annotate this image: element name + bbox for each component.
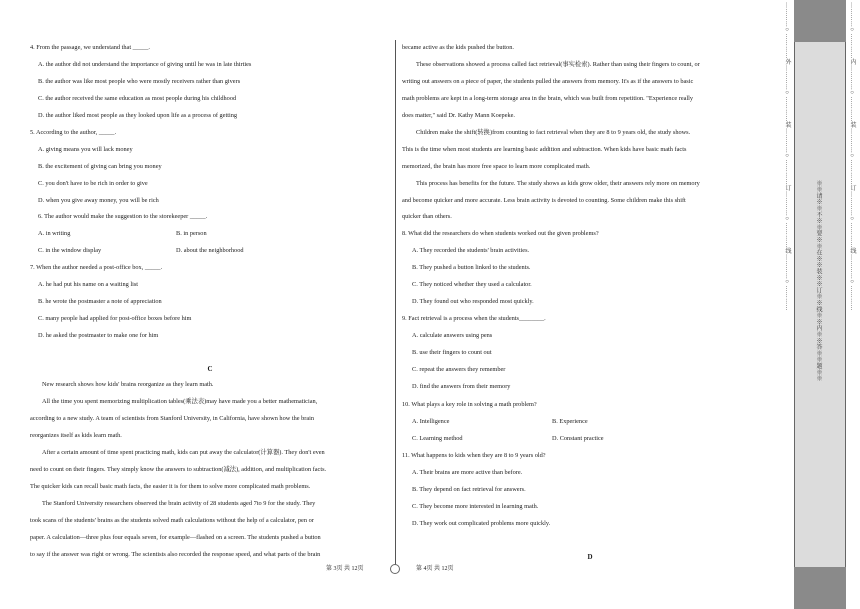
question-line-2: B. They pushed a button linked to the students. bbox=[412, 264, 531, 271]
left-line-1: A. the author did not understand the importance of giving until he was in late thirties bbox=[38, 61, 252, 68]
left-line-16: C. many people had applied for post-office boxes before him bbox=[38, 315, 192, 322]
column-divider bbox=[395, 40, 396, 565]
passage-c-cont-line-8: This process has benefits for the future. The study shows as kids grow older, their answers rely more on memory bbox=[416, 180, 700, 187]
right-column bbox=[402, 0, 777, 609]
passage-c-cont-line-10: quicker than others. bbox=[402, 213, 452, 220]
left-line-0: 4. From the passage, we understand that _____. bbox=[30, 44, 150, 51]
passage-c-cont-line-6: This is the time when most students are learning basic addition and subtraction. When kids have basic math facts bbox=[402, 146, 687, 153]
question-line-14: A. Their brains are more active than before. bbox=[412, 469, 523, 476]
passage-c-cont-line-0: became active as the kids pushed the button. bbox=[402, 44, 514, 51]
question-line-9: D. find the answers from their memory bbox=[412, 383, 511, 390]
question-line-1: A. They recorded the students' brain activities. bbox=[412, 247, 530, 254]
passage-c-cont-line-1: These observations showed a process called fact retrieval(事实检索). Rather than using their fingers to count, or bbox=[416, 61, 700, 68]
passage-c-line-9: paper. A calculation—three plus four equals seven, for example—flashed on a screen. The students pushed a button bbox=[30, 534, 321, 541]
passage-c-line-7: The Stanford University researchers observed the brain activity of 28 students aged 7to 9 for the study. They bbox=[42, 500, 316, 507]
binding-outer-text: …………○…………外…………○…………装…………○…………订…………○…………线…………○………… bbox=[784, 2, 790, 311]
passage-c-line-5: need to count on their fingers. They simply know the answers to subtraction(减法), addition, and multiplication facts. bbox=[30, 466, 327, 473]
left-line-8: C. you don't have to be rich in order to give bbox=[38, 180, 148, 187]
left-line-12: C. in the window display bbox=[38, 247, 102, 254]
question-line-8: C. repeat the answers they remember bbox=[412, 366, 506, 373]
question-line-3: C. They noticed whether they used a calculator. bbox=[412, 281, 532, 288]
passage-c-line-8: took scans of the students' brains as the students solved math calculations without the help of a calculator, pen or bbox=[30, 517, 314, 524]
page-footer-left: 第 3页 共 12页 bbox=[326, 566, 364, 572]
question-line-7: B. use their fingers to count out bbox=[412, 349, 492, 356]
passage-c-line-0: New research shows how kids' brains reorganize as they learn math. bbox=[42, 381, 214, 388]
passage-c-line-2: according to a new study. A team of scientists from Stanford University, in California, have shown how the brain bbox=[30, 415, 315, 422]
left-line-15: B. he wrote the postmaster a note of appreciation bbox=[38, 298, 162, 305]
passage-c-cont-line-4: does matter," said Dr. Kathy Mann Koepeke. bbox=[402, 112, 516, 119]
section-heading-d: D bbox=[587, 553, 593, 561]
q6-option-d: D. about the neighborhood bbox=[176, 247, 244, 254]
binding-warning-text: ※※请※※不※※要※※在※※装※※订※※线※※内※※答※※题※※ bbox=[815, 180, 821, 382]
left-line-5: 5. According to the author, _____. bbox=[30, 129, 117, 136]
left-line-6: A. giving means you will lack money bbox=[38, 146, 133, 153]
question-line-17: D. They work out complicated problems more quickly. bbox=[412, 520, 551, 527]
left-line-9: D. when you give away money, you will be rich bbox=[38, 197, 159, 204]
divider-circle bbox=[390, 564, 400, 574]
passage-c-cont-line-7: memorized, the brain has more free space to learn more complicated math. bbox=[402, 163, 591, 170]
left-line-14: A. he had put his name on a waiting list bbox=[38, 281, 139, 288]
section-heading-c: C bbox=[207, 365, 213, 373]
binding-top-block bbox=[794, 0, 846, 42]
question-line-4: D. They found out who responded most quickly. bbox=[412, 298, 534, 305]
q10-option-b: B. Experience bbox=[552, 418, 588, 425]
left-line-17: D. he asked the postmaster to make one for him bbox=[38, 332, 159, 339]
question-line-5: 9. Fact retrieval is a process when the students________. bbox=[402, 315, 546, 322]
question-line-10: 10. What plays a key role in solving a math problem? bbox=[402, 401, 537, 408]
question-line-15: B. They depend on fact retrieval for answers. bbox=[412, 486, 526, 493]
passage-c-cont-line-5: Children make the shift(转换)from counting to fact retrieval when they are 8 to 9 years old, the study shows. bbox=[416, 129, 691, 136]
left-line-7: B. the excitement of giving can bring you money bbox=[38, 163, 162, 170]
binding-strip bbox=[780, 0, 860, 609]
left-line-3: C. the author received the same education as most people during his childhood bbox=[38, 95, 237, 102]
binding-inner-text: …………○…………内…………○…………装…………○…………订…………○…………线…………○………… bbox=[849, 2, 855, 311]
left-line-10: 6. The author would make the suggestion to the storekeeper _____. bbox=[38, 213, 208, 220]
left-line-4: D. the author liked most people as they looked upon life as a process of getting bbox=[38, 112, 238, 119]
question-line-6: A. calculate answers using pens bbox=[412, 332, 493, 339]
passage-c-line-1: All the time you spent memorizing multiplication tables(乘法表)may have made you a better mathematician, bbox=[42, 398, 318, 405]
passage-c-line-4: After a certain amount of time spent practicing math, kids can put away the calculator(计算器). They don't even bbox=[42, 449, 325, 456]
question-line-16: C. They become more interested in learning math. bbox=[412, 503, 539, 510]
question-line-0: 8. What did the researchers do when students worked out the given problems? bbox=[402, 230, 599, 237]
left-column bbox=[30, 0, 390, 609]
passage-c-cont-line-2: writing out answers on a piece of paper, the students pulled the answers from memory. It's as if the answers to basic bbox=[402, 78, 694, 85]
question-line-12: C. Learning method bbox=[412, 435, 463, 442]
passage-c-cont-line-9: and become quicker and more accurate. Less brain activity is devoted to counting. Some children make this shift bbox=[402, 197, 686, 204]
passage-c-cont-line-3: math problems are kept in a long-term storage area in the brain, which was built from repetition. "Experience really bbox=[402, 95, 694, 102]
question-line-11: A. Intelligence bbox=[412, 418, 450, 425]
binding-bottom-block bbox=[794, 567, 846, 609]
question-line-13: 11. What happens to kids when they are 8 to 9 years old? bbox=[402, 452, 546, 459]
left-line-11: A. in writing bbox=[38, 230, 71, 237]
left-line-2: B. the author was like most people who were mostly receivers rather than givers bbox=[38, 78, 241, 85]
passage-c-line-3: reorganizes itself as kids learn math. bbox=[30, 432, 122, 439]
page-footer-right: 第 4页 共 12页 bbox=[416, 566, 454, 572]
left-line-13: 7. When the author needed a post-office box, _____. bbox=[30, 264, 163, 271]
q6-option-b: B. in person bbox=[176, 230, 207, 237]
passage-c-line-10: to say if the answer was right or wrong. The scientists also recorded the response speed, and what parts of the brain bbox=[30, 551, 321, 558]
q10-option-d: D. Constant practice bbox=[552, 435, 604, 442]
passage-c-line-6: The quicker kids can recall basic math facts, the easier it is for them to solve more complicated math problems. bbox=[30, 483, 311, 490]
